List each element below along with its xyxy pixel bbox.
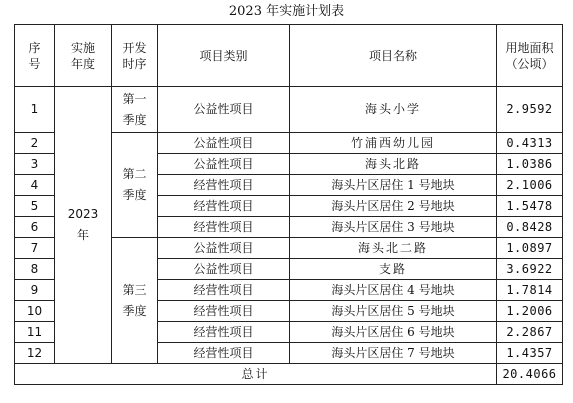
row-seq: 4	[15, 175, 55, 196]
year-cell: 2023年	[55, 87, 112, 364]
row-category: 经营性项目	[158, 196, 290, 217]
header-category: 项目类别	[158, 25, 290, 87]
row-area: 1.7814	[497, 280, 563, 301]
row-name: 海头片区居住 1 号地块	[290, 175, 497, 196]
row-area: 2.2867	[497, 322, 563, 343]
row-name: 海头片区居住 2 号地块	[290, 196, 497, 217]
row-category: 经营性项目	[158, 343, 290, 364]
row-name: 海头片区居住 7 号地块	[290, 343, 497, 364]
row-area: 1.0386	[497, 154, 563, 175]
row-area: 1.4357	[497, 343, 563, 364]
row-area: 2.9592	[497, 87, 563, 133]
row-seq: 5	[15, 196, 55, 217]
row-category: 公益性项目	[158, 238, 290, 259]
row-name: 支路	[290, 259, 497, 280]
row-name: 海头片区居住 4 号地块	[290, 280, 497, 301]
row-seq: 8	[15, 259, 55, 280]
row-area: 3.6922	[497, 259, 563, 280]
total-label: 总计	[15, 364, 497, 385]
row-area: 2.1006	[497, 175, 563, 196]
header-seq: 序号	[15, 25, 55, 87]
row-name: 海头小学	[290, 87, 497, 133]
row-area: 1.5478	[497, 196, 563, 217]
row-seq: 10	[15, 301, 55, 322]
row-category: 经营性项目	[158, 301, 290, 322]
total-value: 20.4066	[497, 364, 563, 385]
header-season: 开发时序	[112, 25, 158, 87]
row-seq: 2	[15, 133, 55, 154]
header-row	[15, 25, 563, 87]
row-name: 海头片区居住 3 号地块	[290, 217, 497, 238]
row-category: 公益性项目	[158, 87, 290, 133]
row-name: 竹浦西幼儿园	[290, 133, 497, 154]
plan-table	[14, 24, 563, 385]
header-name: 项目名称	[290, 25, 497, 87]
row-category: 公益性项目	[158, 154, 290, 175]
row-category: 公益性项目	[158, 133, 290, 154]
total-row	[15, 364, 563, 385]
row-category: 经营性项目	[158, 322, 290, 343]
row-seq: 7	[15, 238, 55, 259]
row-seq: 9	[15, 280, 55, 301]
table-row	[15, 87, 563, 133]
header-area: 用地面积（公顷）	[497, 25, 563, 87]
row-name: 海头北路	[290, 154, 497, 175]
row-area: 0.4313	[497, 133, 563, 154]
row-category: 经营性项目	[158, 175, 290, 196]
row-area: 1.2006	[497, 301, 563, 322]
row-area: 0.8428	[497, 217, 563, 238]
row-seq: 12	[15, 343, 55, 364]
row-seq: 1	[15, 87, 55, 133]
row-category: 经营性项目	[158, 217, 290, 238]
row-seq: 3	[15, 154, 55, 175]
row-seq: 6	[15, 217, 55, 238]
row-name: 海头片区居住 6 号地块	[290, 322, 497, 343]
row-area: 1.0897	[497, 238, 563, 259]
row-seq: 11	[15, 322, 55, 343]
row-category: 公益性项目	[158, 259, 290, 280]
table-title: 2023 年实施计划表	[228, 4, 345, 19]
season-cell: 第三季度	[112, 238, 158, 364]
row-name: 海头片区居住 5 号地块	[290, 301, 497, 322]
season-cell: 第二季度	[112, 133, 158, 238]
row-name: 海头北二路	[290, 238, 497, 259]
header-year: 实施年度	[55, 25, 112, 87]
row-category: 经营性项目	[158, 280, 290, 301]
season-cell: 第一季度	[112, 87, 158, 133]
